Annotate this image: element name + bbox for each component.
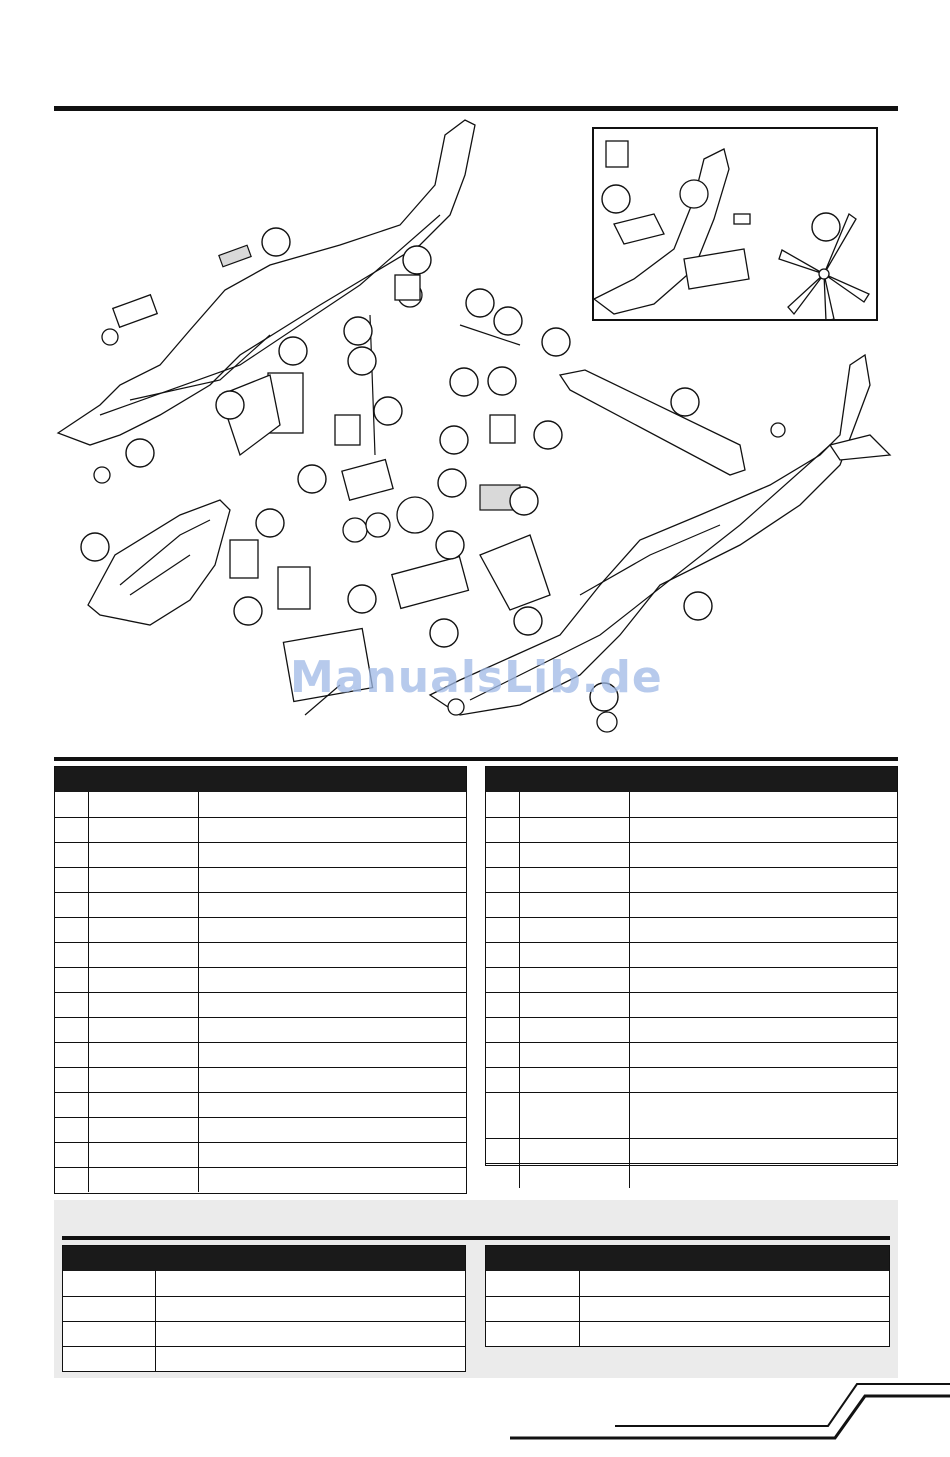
- table-cell: [629, 1043, 897, 1067]
- table-cell: [629, 1093, 897, 1138]
- parts-table-right: [485, 766, 898, 1166]
- table-cell: [486, 1043, 519, 1067]
- table-cell: [629, 868, 897, 892]
- table-cell: [629, 1164, 897, 1188]
- table-cell: [629, 843, 897, 867]
- table-cell: [88, 943, 198, 967]
- table-row: [55, 967, 466, 992]
- table-cell: [88, 1143, 198, 1167]
- table-cell: [486, 868, 519, 892]
- table-cell: [63, 1297, 155, 1321]
- table-row: [55, 867, 466, 892]
- table-row: [486, 867, 897, 892]
- table-cell: [519, 1043, 629, 1067]
- table-cell: [198, 968, 466, 992]
- table-cell: [88, 868, 198, 892]
- table-cell: [519, 843, 629, 867]
- table-row: [55, 842, 466, 867]
- table-cell: [55, 792, 88, 817]
- option-table-left: [62, 1245, 466, 1372]
- table-row: [55, 917, 466, 942]
- watermark: ManualsLib.de: [290, 652, 663, 703]
- table-cell: [55, 1118, 88, 1142]
- table-row: [55, 792, 466, 817]
- table-cell: [55, 843, 88, 867]
- table-row: [63, 1296, 465, 1321]
- table-cell: [486, 1139, 519, 1163]
- table-cell: [486, 1322, 579, 1346]
- table-cell: [88, 993, 198, 1017]
- table-cell: [629, 968, 897, 992]
- table-cell: [486, 1018, 519, 1042]
- table-cell: [486, 818, 519, 842]
- table-row: [486, 1271, 889, 1296]
- table-row: [486, 1296, 889, 1321]
- table-cell: [198, 843, 466, 867]
- table-cell: [198, 868, 466, 892]
- table-row: [55, 1042, 466, 1067]
- table-cell: [519, 943, 629, 967]
- table-cell: [63, 1347, 155, 1371]
- table-cell: [519, 993, 629, 1017]
- table-cell: [519, 968, 629, 992]
- table-cell: [519, 868, 629, 892]
- table-cell: [198, 1168, 466, 1192]
- table-row: [63, 1346, 465, 1371]
- table-row: [486, 992, 897, 1017]
- table-cell: [88, 1018, 198, 1042]
- table-cell: [486, 843, 519, 867]
- table-cell: [198, 818, 466, 842]
- table-cell: [155, 1322, 465, 1346]
- table-cell: [63, 1271, 155, 1296]
- page-corner-stripe: [510, 1376, 950, 1446]
- table-row: [486, 1092, 897, 1138]
- table-row: [486, 817, 897, 842]
- table-cell: [486, 1093, 519, 1138]
- optional-parts-rule: [62, 1236, 890, 1240]
- table-cell: [629, 1018, 897, 1042]
- table-row: [55, 1092, 466, 1117]
- table-cell: [198, 943, 466, 967]
- table-cell: [198, 893, 466, 917]
- table-cell: [629, 792, 897, 817]
- table-cell: [88, 918, 198, 942]
- table-row: [486, 917, 897, 942]
- parts-table-left: [54, 766, 467, 1194]
- table-cell: [486, 993, 519, 1017]
- table-cell: [198, 1068, 466, 1092]
- table-row: [486, 1163, 897, 1188]
- table-cell: [629, 1068, 897, 1092]
- table-cell: [629, 1139, 897, 1163]
- table-row: [63, 1321, 465, 1346]
- table-header: [55, 767, 466, 792]
- table-cell: [198, 993, 466, 1017]
- table-row: [486, 1321, 889, 1346]
- table-row: [55, 942, 466, 967]
- table-cell: [198, 792, 466, 817]
- table-cell: [88, 818, 198, 842]
- table-cell: [519, 918, 629, 942]
- table-cell: [55, 1168, 88, 1192]
- table-cell: [55, 1018, 88, 1042]
- table-cell: [579, 1297, 889, 1321]
- table-row: [55, 1167, 466, 1192]
- table-cell: [198, 1093, 466, 1117]
- top-rule: [54, 106, 898, 111]
- table-cell: [629, 893, 897, 917]
- table-cell: [88, 1068, 198, 1092]
- table-cell: [486, 1068, 519, 1092]
- table-cell: [155, 1297, 465, 1321]
- table-cell: [155, 1271, 465, 1296]
- table-cell: [519, 893, 629, 917]
- table-cell: [198, 1043, 466, 1067]
- table-row: [486, 967, 897, 992]
- table-row: [486, 1042, 897, 1067]
- rotor-blade-part: [560, 370, 745, 475]
- option-table-right: [485, 1245, 890, 1347]
- table-cell: [629, 818, 897, 842]
- table-cell: [486, 792, 519, 817]
- table-cell: [486, 918, 519, 942]
- table-cell: [55, 968, 88, 992]
- table-cell: [88, 1043, 198, 1067]
- table-cell: [519, 1018, 629, 1042]
- tail-rotor-inset-drawing: [594, 129, 876, 319]
- table-cell: [629, 943, 897, 967]
- table-cell: [55, 893, 88, 917]
- table-cell: [519, 1164, 629, 1188]
- table-cell: [486, 943, 519, 967]
- table-row: [55, 1017, 466, 1042]
- table-cell: [629, 993, 897, 1017]
- table-row: [486, 892, 897, 917]
- table-row: [486, 842, 897, 867]
- table-cell: [55, 1143, 88, 1167]
- table-cell: [486, 893, 519, 917]
- table-cell: [155, 1347, 465, 1371]
- table-cell: [88, 968, 198, 992]
- table-row: [55, 992, 466, 1017]
- table-cell: [55, 1068, 88, 1092]
- table-cell: [88, 843, 198, 867]
- table-cell: [579, 1322, 889, 1346]
- table-row: [55, 1142, 466, 1167]
- table-cell: [55, 1043, 88, 1067]
- table-cell: [88, 1093, 198, 1117]
- table-cell: [55, 918, 88, 942]
- table-cell: [55, 1093, 88, 1117]
- table-row: [63, 1271, 465, 1296]
- table-cell: [55, 993, 88, 1017]
- table-cell: [198, 918, 466, 942]
- table-header: [486, 1246, 889, 1271]
- table-header: [486, 767, 897, 792]
- table-cell: [63, 1322, 155, 1346]
- table-row: [486, 942, 897, 967]
- table-cell: [88, 1168, 198, 1192]
- table-cell: [55, 943, 88, 967]
- table-row: [55, 817, 466, 842]
- table-row: [55, 892, 466, 917]
- table-cell: [55, 818, 88, 842]
- table-cell: [198, 1018, 466, 1042]
- table-cell: [519, 1139, 629, 1163]
- table-header: [63, 1246, 465, 1271]
- table-cell: [486, 1297, 579, 1321]
- table-cell: [629, 918, 897, 942]
- table-cell: [579, 1271, 889, 1296]
- table-cell: [486, 1271, 579, 1296]
- table-row: [486, 1138, 897, 1163]
- table-cell: [486, 968, 519, 992]
- table-cell: [519, 1068, 629, 1092]
- small-parts: [94, 275, 550, 715]
- table-row: [486, 1067, 897, 1092]
- table-cell: [198, 1118, 466, 1142]
- table-cell: [519, 792, 629, 817]
- table-cell: [486, 1164, 519, 1188]
- table-cell: [88, 893, 198, 917]
- table-row: [55, 1067, 466, 1092]
- table-cell: [519, 818, 629, 842]
- mid-rule: [54, 757, 898, 761]
- table-cell: [55, 868, 88, 892]
- table-row: [486, 1017, 897, 1042]
- canopy-part: [88, 500, 230, 625]
- table-cell: [88, 792, 198, 817]
- tail-rotor-inset: [592, 127, 878, 321]
- table-cell: [198, 1143, 466, 1167]
- table-cell: [88, 1118, 198, 1142]
- table-row: [55, 1117, 466, 1142]
- table-cell: [519, 1093, 629, 1138]
- table-row: [486, 792, 897, 817]
